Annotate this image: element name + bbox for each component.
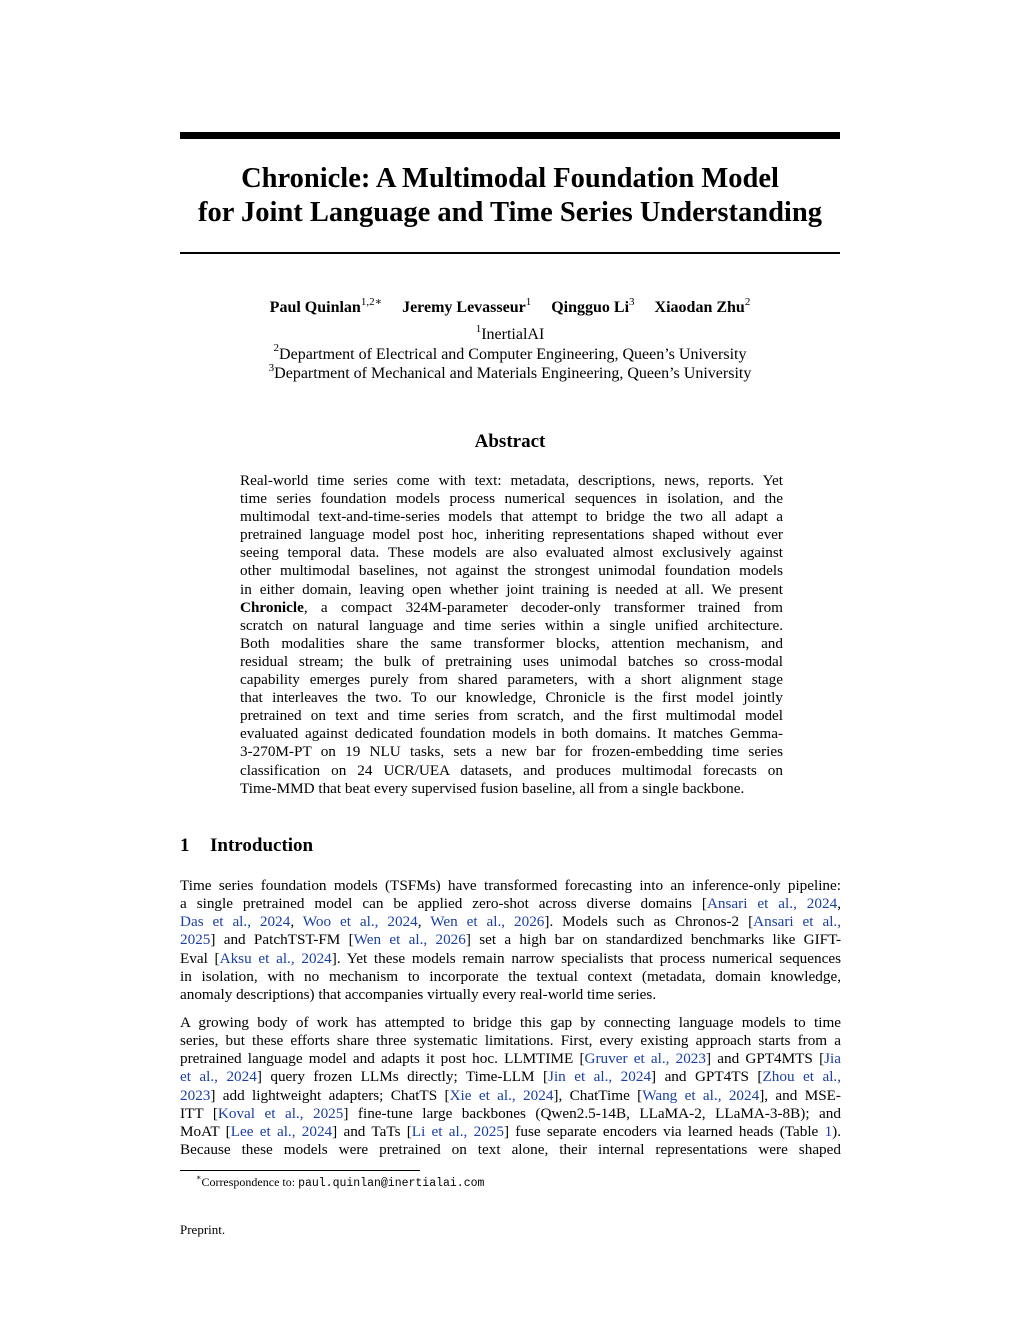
author-name: Xiaodan Zhu [654,299,745,316]
citation-link[interactable]: Wang et al., 2024 [642,1086,760,1104]
paragraph-line [180,950,841,968]
footnote-text: Correspondence to: [201,1175,299,1189]
author [655,297,751,319]
text-run: ] set a high bar on standardized benchmarks like GIFT- [465,931,842,949]
abstract-line: time series foundation models process numerical sequences in isolation, and the [240,490,783,508]
author [270,297,382,319]
text-run: ]. Models such as Chronos-2 [ [544,913,754,931]
citation-link[interactable]: et al., 2024 [180,1068,257,1086]
model-name: Chronicle [240,598,304,616]
paragraph-line [180,1123,841,1141]
abstract-line: residual stream; the bulk of pretraining uses unimodal batches so cross-modal [240,652,783,670]
paper-title [180,162,840,230]
affiliation-text: Department of Electrical and Computer Engineering, Queen’s University [279,345,747,363]
abstract-line: Both modalities share the same transformer blocks, attention mechanism, and [240,634,783,652]
section-number: 1 [180,835,190,856]
author-affiliation-mark: 1,2∗ [360,295,383,308]
author-list [180,297,840,319]
paragraph-line [180,1050,841,1068]
correspondence-email: paul.quinlan@inertialai.com [298,1177,485,1190]
text-run: ] and GPT4TS [ [651,1068,763,1086]
abstract-body [240,472,783,798]
paragraph-line: series, but these efforts share three systematic limitations. First, every existing approach starts from a [180,1032,841,1050]
section-heading [180,834,313,858]
paragraph-line: Time series foundation models (TSFMs) have transformed forecasting into an inference-only pipeline: [180,877,841,894]
citation-link[interactable]: Zhou et al., [762,1068,842,1086]
citation-link[interactable]: 2025 [180,931,211,949]
citation-link[interactable]: Li et al., 2025 [411,1122,504,1140]
affiliation [180,361,840,384]
abstract-heading: Abstract [474,431,546,452]
citation-link[interactable]: Ansari et al., [753,913,842,931]
author-name: Qingguo Li [551,299,630,316]
author-affiliation-mark: 2 [744,295,751,308]
text-run: Eval [ [180,949,220,967]
affiliation [180,322,840,345]
affiliation-list [180,322,840,384]
abstract-line: pretrained on text and time series from scratch, and the first multimodal model [240,707,783,725]
abstract-line: classification on 24 UCR/UEA datasets, and produces multimodal forecasts on [240,761,783,779]
abstract-line: pretrained language model post hoc, inheriting representations shaped without ever [240,526,783,544]
paragraph-line [180,913,841,931]
abstract-line: capability emerges purely from shared parameters, with a short alignment stage [240,671,783,689]
affiliation-text: Department of Mechanical and Materials Engineering, Queen’s University [274,365,752,382]
abstract-line: 3-270M-PT on 19 NLU tasks, sets a new bar for frozen-embedding time series [240,743,783,761]
text-run: MoAT [ [180,1122,231,1140]
intro-paragraph-1 [180,877,841,1004]
affiliation-mark: 2 [273,342,280,355]
text-run: ] add lightweight adapters; ChatTS [ [210,1086,450,1104]
abstract-line: in either domain, leaving open whether joint training is needed at all. We present [240,580,783,598]
citation-link[interactable]: Das et al., 2024 [180,913,291,931]
abstract-line: Time-MMD that beat every supervised fusion baseline, all from a single backbone. [240,779,745,797]
author [551,297,634,319]
text-run: a single pretrained model can be applied zero-shot across diverse domains [ [180,895,707,913]
abstract-line: other multimodal baselines, not against the strongest unimodal foundation models [240,562,783,580]
paragraph-line [180,931,841,949]
citation-link[interactable]: Wen et al., 2026 [430,913,545,931]
abstract-line: seeing temporal data. These models are also evaluated almost exclusively against [240,544,783,562]
citation-link[interactable]: Ansari et al., 2024 [706,895,838,913]
title-line-2: for Joint Language and Time Series Understanding [198,197,822,228]
intro-paragraph-2 [180,1014,841,1159]
affiliation [180,342,840,365]
citation-link[interactable]: 2023 [180,1086,211,1104]
abstract-line: that interleaves the two. To our knowledge, Chronicle is the first model jointly [240,689,783,707]
text-run: ] and GPT4MTS [ [706,1050,825,1068]
preprint-label: Preprint. [180,1222,226,1237]
text-run: , [837,895,841,913]
title-line-1: Chronicle: A Multimodal Foundation Model [241,163,779,194]
text-run: ). [832,1122,842,1140]
text-run: ], and MSE- [759,1086,841,1104]
citation-link[interactable]: Xie et al., 2024 [449,1086,554,1104]
author-affiliation-mark: 1 [525,295,532,308]
abstract-line: multimodal text-and-time-series models that attempt to bridge the two all adapt a [240,508,783,526]
footnote [196,1175,484,1191]
text-run: ]. Yet these models remain narrow specialists that process numerical sequences [331,949,841,967]
citation-link[interactable]: Lee et al., 2024 [230,1122,333,1140]
text-run: , [290,913,295,931]
abstract-line: scratch on natural language and time series within a single unified architecture. [240,616,783,634]
table-reference-link[interactable]: 1 [824,1122,833,1140]
abstract-line [240,599,783,617]
author-name: Jeremy Levasseur [402,299,526,316]
abstract-line: Real-world time series come with text: metadata, descriptions, news, reports. Yet [240,472,783,489]
citation-link[interactable]: Woo et al., 2024 [302,913,418,931]
affiliation-mark: 1 [475,322,482,335]
footnote-mark: ∗ [196,1173,202,1182]
author [402,297,531,319]
author-affiliation-mark: 3 [629,295,635,308]
paragraph-line: Because these models were pretrained on text alone, their internal representations were shaped [180,1141,841,1159]
paragraph-line [180,1087,841,1105]
title-bottom-rule [180,252,840,254]
citation-link[interactable]: Jin et al., 2024 [548,1068,652,1086]
text-run: ITT [ [180,1104,218,1122]
paragraph-line [180,1068,841,1086]
paragraph-line: in isolation, with no mechanism to incorporate the textual context (metadata, domain knowledge, [180,967,841,985]
footnote-rule [180,1170,420,1171]
paragraph-line [180,1105,841,1123]
title-top-rule [180,132,840,139]
citation-link[interactable]: Aksu et al., 2024 [219,949,332,967]
text-run: pretrained language model and adapts it post hoc. LLMTIME [ [180,1050,585,1068]
citation-link[interactable]: Jia [824,1050,842,1068]
abstract-line-rest: , a compact 324M-parameter decoder-only transformer trained from [303,598,783,616]
paragraph-line: A growing body of work has attempted to bridge this gap by connecting language models to time [180,1014,841,1031]
affiliation-mark: 3 [268,361,275,374]
section-title: Introduction [210,835,314,856]
citation-link[interactable]: Koval et al., 2025 [217,1104,344,1122]
citation-link[interactable]: Wen et al., 2026 [353,931,466,949]
paragraph-line [180,895,841,913]
text-run: ] query frozen LLMs directly; Time-LLM [ [256,1068,549,1086]
text-run: ] fine-tune large backbones (Qwen2.5-14B, LLaMA-2, LLaMA-3-8B); and [343,1104,841,1122]
abstract-line: evaluated against dedicated foundation models in both domains. It matches Gemma- [240,725,783,743]
text-run: ] fuse separate encoders via learned heads (Table [503,1122,825,1140]
text-run: ] and TaTs [ [332,1122,412,1140]
text-run: , [417,913,422,931]
paragraph-line: anomaly descriptions) that accompanies virtually every real-world time series. [180,985,657,1003]
citation-link[interactable]: Gruver et al., 2023 [584,1050,706,1068]
text-run: ] and PatchTST-FM [ [210,931,354,949]
affiliation-text: InertialAI [481,326,545,343]
text-run: ], ChatTime [ [553,1086,643,1104]
author-name: Paul Quinlan [269,299,361,316]
